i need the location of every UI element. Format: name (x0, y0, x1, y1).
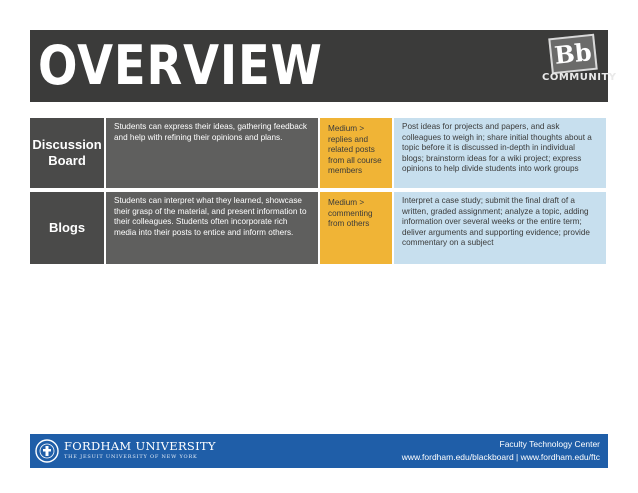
row-interaction-level: Medium > replies and related posts from all course members (320, 118, 392, 188)
row-description: Students can interpret what they learned, showcase their grasp of the material, and present information to their colleagues. Students often incorporate rich media into their posts to entice and inform others. (106, 192, 318, 264)
fordham-seal-icon (35, 438, 59, 464)
row-tool-label: Blogs (30, 192, 104, 264)
slide-title: OVERVIEW (38, 34, 323, 97)
university-tagline: THE JESUIT UNIVERSITY OF NEW YORK (64, 454, 198, 460)
blackboard-community-logo (542, 36, 617, 92)
row-description: Students can express their ideas, gathering feedback and help with refining their opinions and plans. (106, 118, 318, 188)
footer-links[interactable]: www.fordham.edu/blackboard | www.fordham.edu/ftc (401, 452, 600, 462)
center-name: Faculty Technology Center (499, 439, 600, 449)
row-interaction-level: Medium > commenting from others (320, 192, 392, 264)
row-suggested-uses: Interpret a case study; submit the final draft of a written, graded assignment; analyze a topic, adding information over several weeks or the entire term; deliver arguments and supporting evidence; provide commentary on a subject (394, 192, 606, 264)
row-suggested-uses: Post ideas for projects and papers, and ask colleagues to weigh in; share initial thoughts about a topic before it is discussed in-depth in individual blogs; brainstorm ideas for a wiki project; express opinions to help divide students into work groups (394, 118, 606, 188)
university-name: FORDHAM UNIVERSITY (64, 439, 216, 453)
slide-footer (30, 434, 608, 468)
bb-community-label: COMMUNITY (542, 72, 617, 83)
slide-header (30, 30, 617, 102)
row-tool-label: Discussion Board (30, 118, 104, 188)
overview-table (30, 118, 606, 264)
bb-logo-icon: Bb (548, 34, 598, 75)
